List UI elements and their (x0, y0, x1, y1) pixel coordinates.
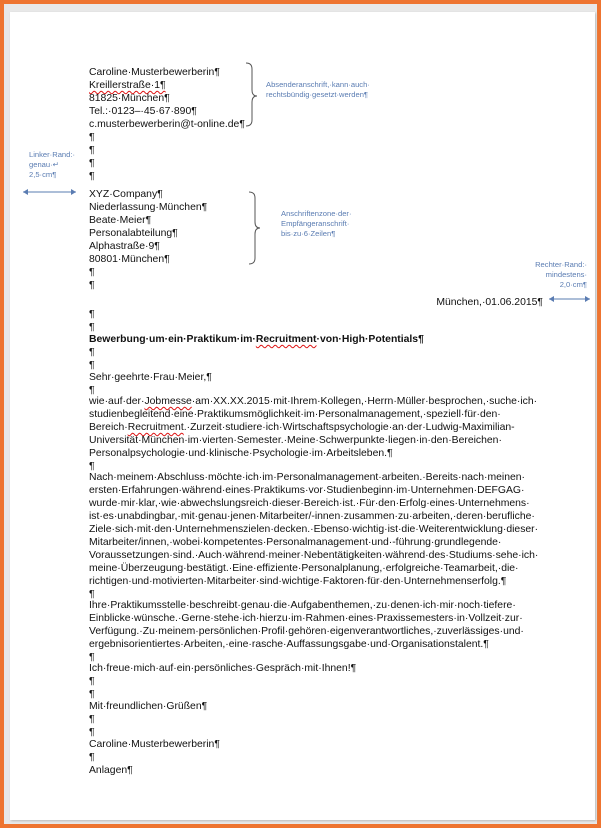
body-text: .·Zurzeit·studiere·ich·Wirtschaftspsychologie·an·der·Ludwig-Maximilian- (183, 422, 515, 433)
recipient-contact: Beate·Meier¶ (89, 215, 152, 226)
body-line: Universität·München·im·vierten·Semester.·Meine·Schwerpunkte·liegen·in·den·Bereichen· (89, 435, 502, 446)
annotation-graphics (10, 12, 595, 820)
body-line: Ich·freue·mich·auf·ein·persönliches·Gespräch·mit·Ihnen!¶ (89, 663, 357, 674)
closing: Mit·freundlichen·Grüßen¶ (89, 701, 208, 712)
body-line: Mitarbeiter/innen,·wobei·kompetentes·Personalmanagement·und·-führung·grundlegende· (89, 537, 502, 548)
body-line: Ziele·sich·mit·den·Unternehmenszielen·decken.·Ebenso·wichtig·ist·die·Weiterentwicklung·dieser· (89, 524, 539, 535)
body-line: ersten·Erfahrungen·während·eines·Praktikums·vor·Studienbeginn·im·Unternehmen·DEFGAG· (89, 485, 525, 496)
body-line: ist·es·unabdingbar,·mit·genau·jenen·Mitarbeiter/-innen·zusammen·zu·arbeiten,·deren·berufliche· (89, 511, 535, 522)
subject-post: ·von·High·Potentials¶ (316, 334, 424, 345)
note-line: mindestens· (545, 270, 587, 279)
document-page (10, 12, 595, 820)
empty-paragraph: ¶ (89, 689, 95, 700)
recipient-branch: Niederlassung·München¶ (89, 202, 208, 213)
sender-name: Caroline·Musterbewerberin¶ (89, 67, 220, 78)
subject-pre: Bewerbung·um·ein·Praktikum·im· (89, 334, 256, 345)
body-text: ·am·XX.XX.2015·mit·Ihrem·Kollegen,·Herrn·Müller·besprochen,·suche·ich· (191, 396, 538, 407)
sender-street-text: Kreillerstraße·1¶ (89, 80, 166, 91)
note-line: Absenderanschrift,·kann·auch· (266, 80, 370, 89)
right-margin-arrow (549, 296, 590, 302)
note-line: genau·↵ (29, 160, 60, 169)
empty-paragraph: ¶ (89, 347, 95, 358)
sender-brace (246, 63, 257, 126)
body-text: Bereich· (89, 422, 128, 433)
sender-email: c.musterbewerberin@t-online.de¶ (89, 119, 245, 130)
recipient-city: 80801·München¶ (89, 254, 170, 265)
empty-paragraph: ¶ (89, 652, 95, 663)
empty-paragraph: ¶ (89, 461, 95, 472)
empty-paragraph: ¶ (89, 132, 95, 143)
empty-paragraph: ¶ (89, 676, 95, 687)
subject-flagged: Recruitment (255, 334, 317, 345)
signature: Caroline·Musterbewerberin¶ (89, 739, 220, 750)
empty-paragraph: ¶ (89, 752, 95, 763)
empty-paragraph: ¶ (89, 714, 95, 725)
date-line: München,·01.06.2015¶ (436, 297, 543, 308)
body-line: richtigen·und·motivierten·Mitarbeiter·sind·wichtige·Faktoren·für·den·Unternehmenserfolg.¶ (89, 576, 507, 587)
empty-paragraph: ¶ (89, 309, 95, 320)
body-flagged-word: Jobmesse (144, 396, 192, 407)
empty-paragraph: ¶ (89, 589, 95, 600)
body-line: meine·Überzeugung·bestätigt.·Eine·effiziente·Personalplanung,·erfolgreiche·Teamarbeit,·die· (89, 563, 519, 574)
note-line: Rechter·Rand:· (535, 260, 587, 269)
empty-paragraph: ¶ (89, 385, 95, 396)
note-line: 2,5·cm¶ (29, 170, 57, 179)
salutation: Sehr·geehrte·Frau·Meier,¶ (89, 372, 212, 383)
enclosures: Anlagen¶ (89, 765, 133, 776)
body-line: wurde·mir·klar,·wie·abwechslungsreich·dieser·Bereich·ist.·Für·den·Erfolg·eines·Unternehmens· (89, 498, 530, 509)
note-line: Anschriftenzone·der· (281, 209, 352, 218)
note-line: Empfängeranschrift· (281, 219, 350, 228)
empty-paragraph: ¶ (89, 727, 95, 738)
empty-paragraph: ¶ (89, 145, 95, 156)
empty-paragraph: ¶ (89, 158, 95, 169)
empty-paragraph: ¶ (89, 360, 95, 371)
body-line: Verfügung.·Zu·meinem·persönlichen·Profil·gehören·eigenverantwortliches,·zuverlässiges·und· (89, 626, 524, 637)
note-line: bis·zu·6·Zeilen¶ (281, 229, 336, 238)
sender-phone: Tel.:·0123–·45·67·890¶ (89, 106, 197, 117)
body-flagged-word: Recruitment (127, 422, 184, 433)
empty-paragraph: ¶ (89, 267, 95, 278)
body-line: Einblicke·wünsche.·Gerne·stehe·ich·hierzu·im·Rahmen·eines·Praxissemesters·in·Vollzeit·zur· (89, 613, 523, 624)
body-line: Personalpsychologie·und·klinische·Psychologie·im·Arbeitsleben.¶ (89, 448, 393, 459)
body-line: Voraussetzungen·sind.·Auch·während·meiner·Nebentätigkeiten·während·des·Studiums·sehe·ich· (89, 550, 539, 561)
recipient-department: Personalabteilung¶ (89, 228, 178, 239)
recipient-brace (249, 192, 260, 264)
recipient-street: Alphastraße·9¶ (89, 241, 160, 252)
note-line: rechtsbündig·gesetzt·werden¶ (266, 90, 369, 99)
recipient-company: XYZ·Company¶ (89, 189, 163, 200)
sender-city: 81825·München¶ (89, 93, 170, 104)
note-line: 2,0·cm¶ (559, 280, 587, 289)
body-line: Nach·meinem·Abschluss·möchte·ich·im·Personalmanagement·arbeiten.·Bereits·nach·meinen· (89, 472, 525, 483)
note-line: Linker·Rand:· (29, 150, 76, 159)
empty-paragraph: ¶ (89, 171, 95, 182)
body-line: ergebnisorientiertes·Arbeiten,·eine·rasche·Auffassungsgabe·und·Organisationstalent.¶ (89, 639, 489, 650)
body-text: wie·auf·der· (89, 396, 145, 407)
body-line: studienbegleitend·eine·Praktikumsmöglichkeit·im·Personalmanagement,·speziell·für·den· (89, 409, 501, 420)
empty-paragraph: ¶ (89, 322, 95, 333)
body-line: Ihre·Praktikumsstelle·beschreibt·genau·die·Aufgabenthemen,·zu·denen·ich·mir·noch·tiefere· (89, 600, 516, 611)
left-margin-arrow (23, 189, 76, 195)
empty-paragraph: ¶ (89, 280, 95, 291)
